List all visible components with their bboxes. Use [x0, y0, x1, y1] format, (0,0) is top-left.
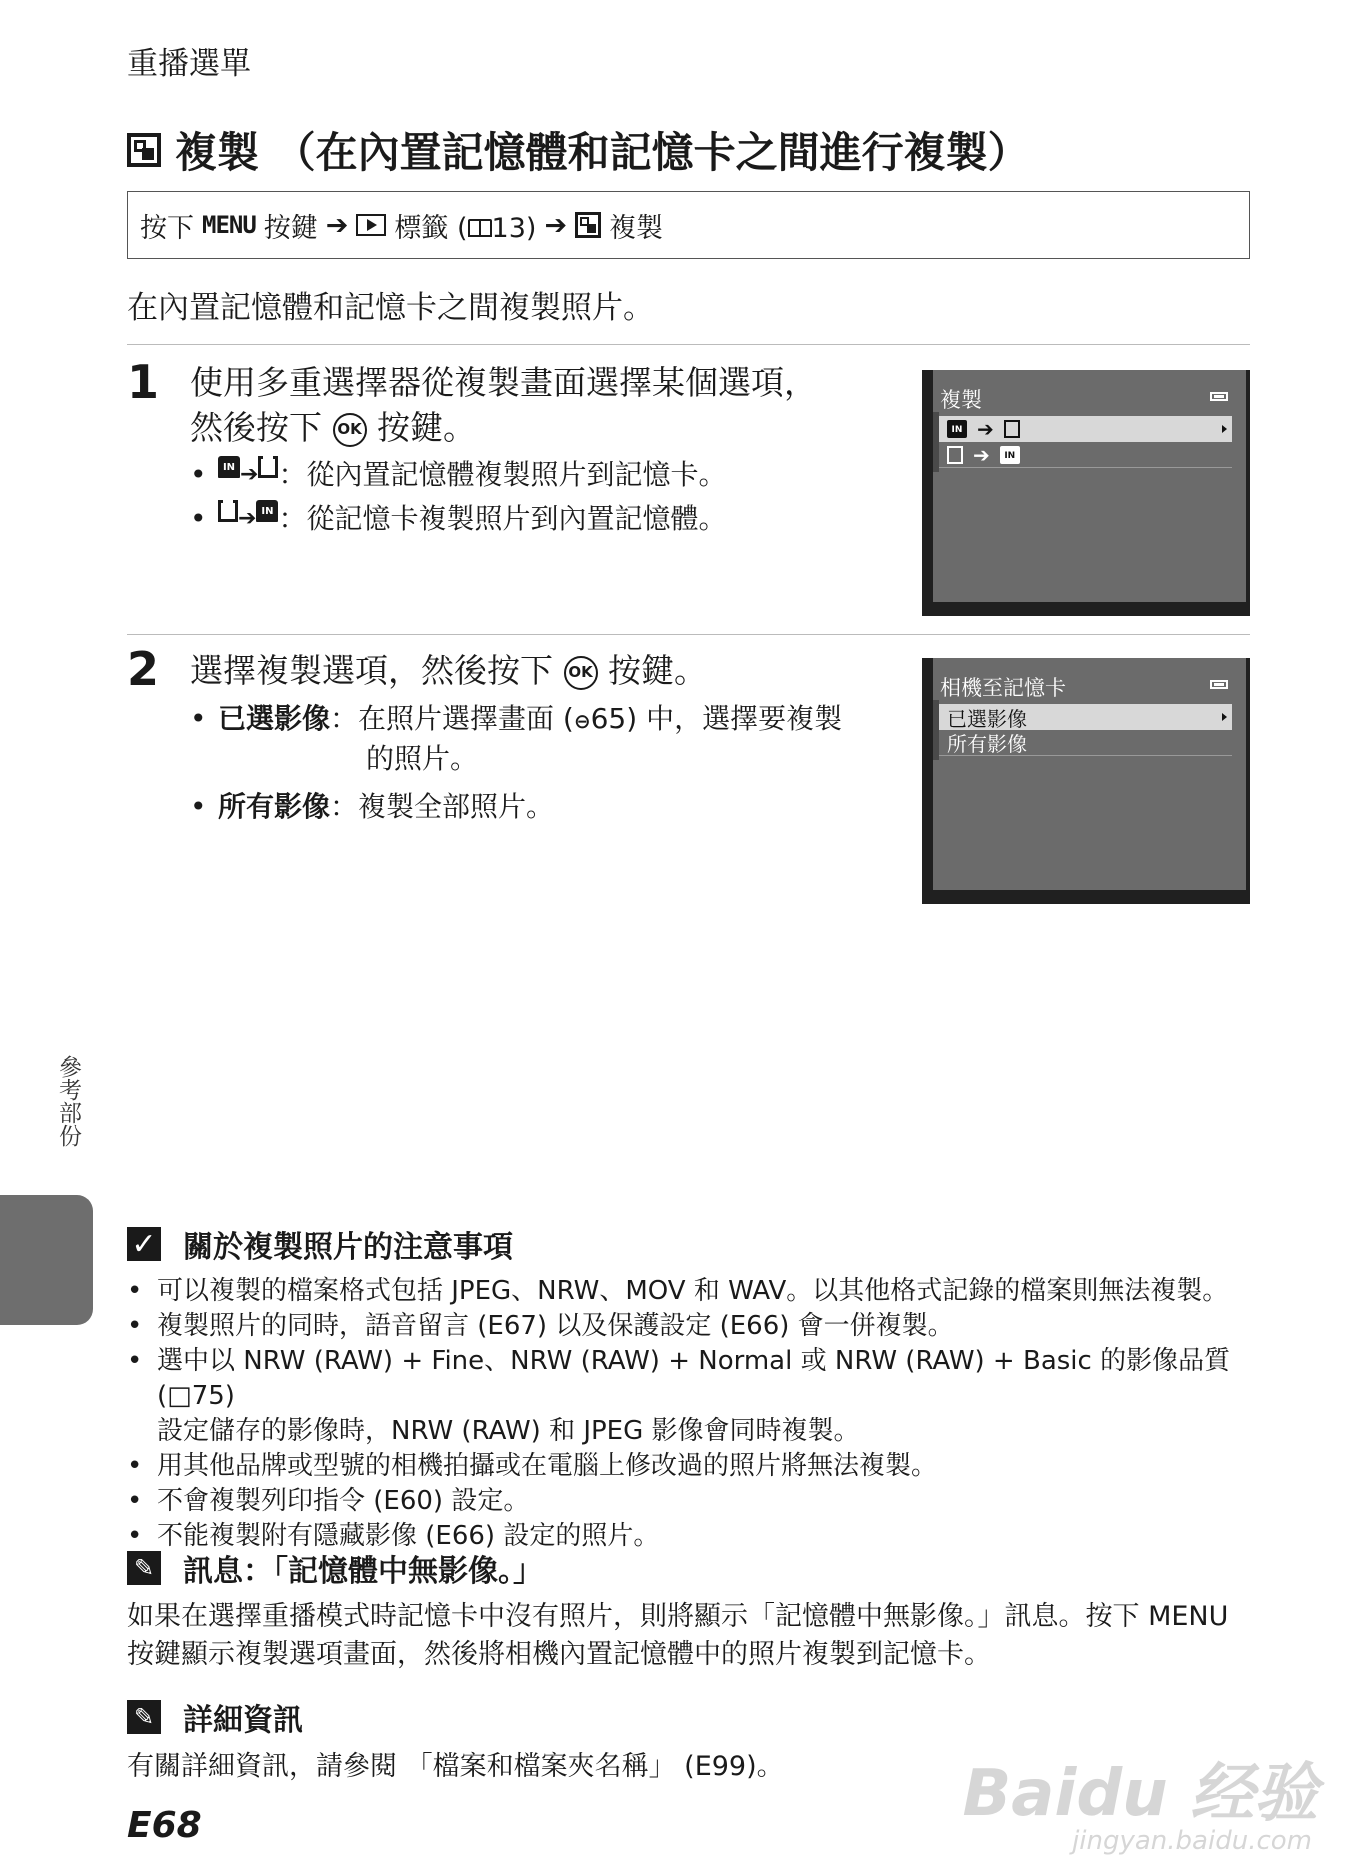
- step-number-1: 1: [127, 355, 160, 409]
- side-tab: [0, 1195, 93, 1325]
- page-title-text: 複製 （在內置記憶體和記憶卡之間進行複製）: [175, 128, 1030, 177]
- list-item: • 複製照片的同時，語音留言 (E67) 以及保護設定 (E66) 會一併複製。: [127, 1311, 954, 1341]
- list-item: • 可以複製的檔案格式包括 JPEG、NRW、MOV 和 WAV。以其他格式記錄的檔案則無法複製。: [127, 1276, 1229, 1306]
- divider: [127, 344, 1250, 345]
- step-number-2: 2: [127, 642, 160, 696]
- internal-memory-icon: IN: [256, 500, 278, 522]
- playback-icon: [356, 214, 386, 236]
- step-2-bullets: • 已選影像 ：在照片選擇畫面 (⊖65) 中，選擇要複製 的照片。 • 所有影像 ：複製全部照片。: [190, 700, 910, 826]
- list-item: • 所有影像 ：複製全部照片。: [190, 790, 555, 823]
- battery-icon: [1210, 392, 1228, 401]
- arrow-right-icon: ➔: [977, 417, 994, 441]
- side-section-label: 參考部份: [55, 1055, 81, 1147]
- battery-icon: [1210, 680, 1228, 689]
- internal-memory-icon: IN: [947, 420, 967, 438]
- intro-text: 在內置記憶體和記憶卡之間複製照片。: [127, 290, 654, 326]
- ok-button-icon: OK: [564, 656, 598, 690]
- check-icon: ✓: [127, 1227, 161, 1261]
- camera-screen-camera-to-card: [922, 658, 1250, 904]
- menu-option-selected-images[interactable]: 已選影像: [939, 704, 1232, 730]
- ok-button-icon: OK: [333, 413, 367, 447]
- list-item: • ➔ IN ：從記憶卡複製照片到內置記憶體。: [190, 500, 890, 538]
- arrow-right-icon: ➔: [544, 209, 568, 241]
- reference-e-icon: ⊖: [573, 709, 591, 733]
- pencil-icon: ✎: [127, 1700, 161, 1734]
- menu-option-internal-to-card[interactable]: [939, 416, 1232, 442]
- memory-card-icon: [947, 446, 963, 464]
- details-text: 有關詳細資訊，請參閱 「檔案和檔案夾名稱」 (E99)。: [127, 1751, 784, 1782]
- list-item: • 用其他品牌或型號的相機拍攝或在電腦上修改過的照片將無法複製。: [127, 1451, 938, 1481]
- menu-option-card-to-internal[interactable]: [939, 442, 1232, 468]
- memory-card-icon: [1004, 420, 1020, 438]
- screen-title: 複製: [940, 388, 982, 412]
- menu-option-all-images[interactable]: 所有影像: [939, 730, 1232, 756]
- step-1-bullets: [190, 456, 890, 538]
- list-item: • 已選影像 ：在照片選擇畫面 (⊖65) 中，選擇要複製: [190, 702, 843, 735]
- watermark-logo: Baidu 经验: [962, 1757, 1318, 1831]
- watermark-url: jingyan.baidu.com: [1072, 1826, 1312, 1856]
- notes-heading: ✓ 關於複製照片的注意事項: [127, 1222, 513, 1266]
- arrow-right-icon: ➔: [240, 462, 259, 487]
- navigation-path: [127, 191, 1250, 259]
- step-1-text: 使用多重選擇器從複製畫面選擇某個選項， 然後按下 OK 按鍵。: [190, 363, 817, 447]
- list-item: • 不能複製附有隱藏影像 (E66) 設定的照片。: [127, 1521, 660, 1551]
- section-header: 重播選單: [127, 46, 251, 82]
- book-icon: [468, 219, 492, 237]
- details-heading: ✎ 詳細資訊: [127, 1695, 303, 1739]
- screen-title: 相機至記憶卡: [940, 676, 1066, 700]
- list-item-continuation: 設定儲存的影像時，NRW (RAW) 和 JPEG 影像會同時複製。: [157, 1416, 860, 1446]
- camera-screen-copy: [922, 370, 1250, 616]
- internal-memory-icon: IN: [218, 456, 240, 478]
- page-title: [127, 120, 1030, 180]
- message-heading: ✎ 訊息：「記憶體中無影像。」: [127, 1546, 543, 1590]
- nav-text-press: 按下: [140, 212, 194, 244]
- list-item: • 不會複製列印指令 (E60) 設定。: [127, 1486, 530, 1516]
- notes-list: [127, 1274, 1257, 1554]
- page-number: E68: [127, 1805, 202, 1846]
- memory-card-icon: [258, 456, 278, 478]
- nav-text-copy: 複製: [609, 212, 664, 244]
- message-text: 如果在選擇重播模式時記憶卡中沒有照片，則將顯示「記憶體中無影像。」訊息。按下 MENU 按鍵顯示複製選項畫面，然後將相機內置記憶體中的照片複製到記憶卡。: [127, 1601, 1229, 1670]
- memory-card-icon: [218, 500, 238, 522]
- copy-icon: [575, 212, 601, 238]
- nav-text-button: 按鍵: [263, 212, 318, 244]
- list-item: • IN ➔ ：從內置記憶體複製照片到記憶卡。: [190, 456, 890, 494]
- step-2-text: 選擇複製選項，然後按下 OK 按鍵。: [190, 651, 707, 690]
- menu-button-label: MENU: [202, 211, 256, 239]
- internal-memory-icon: IN: [1000, 446, 1020, 464]
- arrow-right-icon: ➔: [973, 442, 990, 467]
- arrow-right-icon: ➔: [325, 209, 349, 241]
- list-item: • 選中以 NRW (RAW) + Fine、NRW (RAW) + Normal 或 NRW (RAW) + Basic 的影像品質 (□75): [127, 1346, 1231, 1411]
- arrow-right-icon: ➔: [238, 506, 257, 531]
- nav-tab-ref: 標籤 ( 13): [394, 212, 537, 244]
- pencil-icon: ✎: [127, 1551, 161, 1585]
- divider: [127, 634, 1250, 635]
- copy-icon: [127, 133, 161, 167]
